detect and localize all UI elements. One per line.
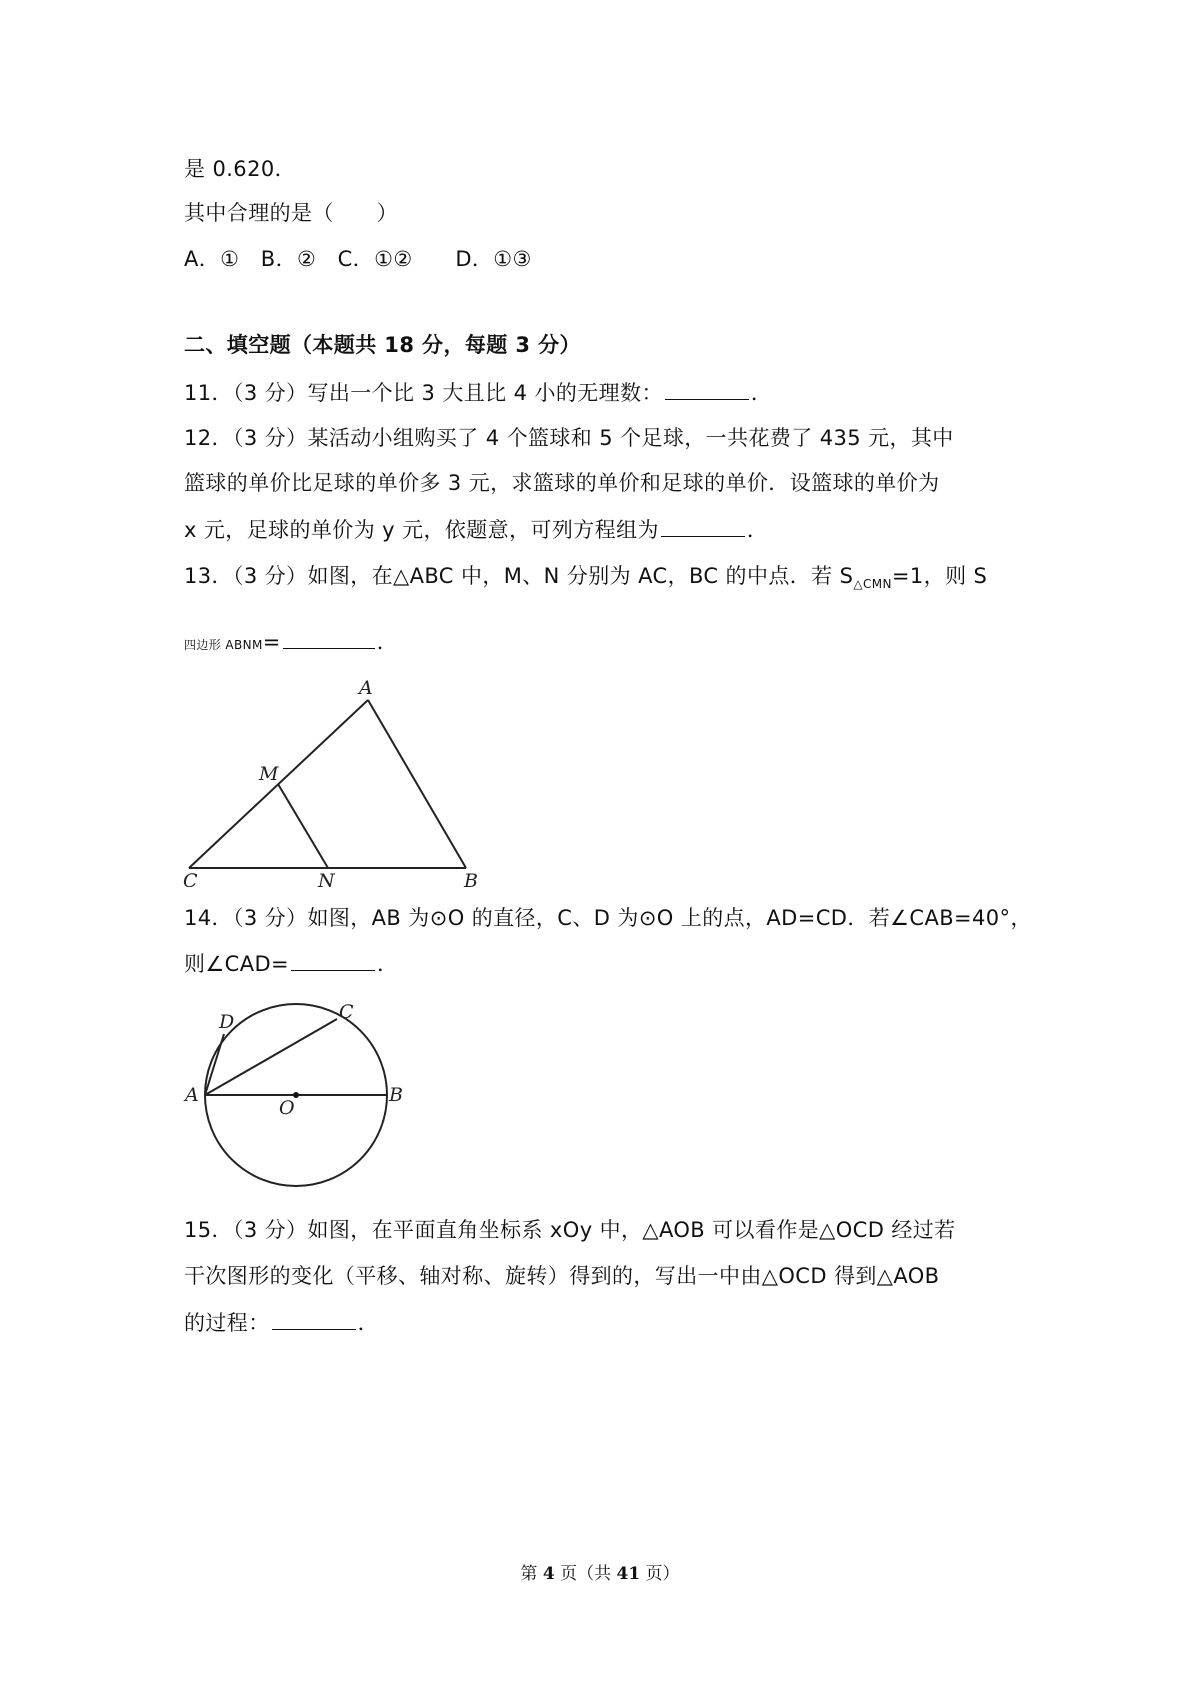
question-12-line2: 篮球的单价比足球的单价多 3 元，求篮球的单价和足球的单价．设篮球的单价为 <box>184 471 940 495</box>
label-b: B <box>389 1084 403 1106</box>
footer-mid: 页（共 <box>554 1564 617 1584</box>
label-b: B <box>464 870 478 887</box>
total-pages: 41 <box>616 1564 641 1584</box>
question-13-text-b: =1，则 S <box>891 564 988 588</box>
triangle-subscript: △CMN <box>853 577 892 591</box>
label-m: M <box>259 763 279 785</box>
question-13-line1 <box>184 561 987 599</box>
question-prompt: 其中合理的是（ ） <box>184 201 398 225</box>
page-footer <box>0 1559 1200 1584</box>
question-15-end: ． <box>357 1311 380 1335</box>
side-ab <box>368 700 466 868</box>
answer-blank <box>665 377 749 400</box>
question-14-line2 <box>184 948 398 979</box>
triangle-figure <box>175 672 495 887</box>
answer-blank <box>661 514 745 537</box>
question-12-line1: 12．（3 分）某活动小组购买了 4 个篮球和 5 个足球，一共花费了 435 元，其中 <box>184 426 954 450</box>
label-c: C <box>183 870 198 887</box>
question-15-line3 <box>184 1307 379 1338</box>
label-n: N <box>318 870 335 887</box>
section-heading: 二、填空题（本题共 18 分，每题 3 分） <box>184 333 581 357</box>
label-a: A <box>185 1084 199 1106</box>
midline-mn <box>278 784 328 868</box>
answer-blank <box>283 626 375 649</box>
question-14-text: 则∠CAD= <box>184 952 290 976</box>
question-15-line2: 干次图形的变化（平移、轴对称、旋转）得到的，写出一中由△OCD 得到△AOB <box>184 1264 940 1288</box>
label-c: C <box>339 1001 354 1023</box>
label-a: A <box>359 677 373 699</box>
label-d: D <box>219 1011 235 1033</box>
question-13-line2 <box>184 626 398 660</box>
question-11-end: ． <box>750 381 773 405</box>
question-12-line3 <box>184 514 768 545</box>
question-12-text: x 元，足球的单价为 y 元，依题意，可列方程组为 <box>184 518 659 542</box>
question-12-end: ． <box>746 518 769 542</box>
question-13-text-a: 13．（3 分）如图，在△ABC 中，M、N 分别为 AC，BC 的中点．若 S <box>184 564 854 588</box>
footer-pre: 第 <box>520 1564 543 1584</box>
circle-figure <box>175 990 415 1200</box>
quadrilateral-subscript: 四边形 ABNM <box>184 638 263 652</box>
question-11 <box>184 377 772 408</box>
question-11-text: 11．（3 分）写出一个比 3 大且比 4 小的无理数： <box>184 381 663 405</box>
label-o: O <box>279 1097 295 1119</box>
question-15-line1: 15．（3 分）如图，在平面直角坐标系 xOy 中，△AOB 可以看作是△OCD 经过若 <box>184 1218 956 1242</box>
question-15-text: 的过程： <box>184 1311 270 1335</box>
question-14-line1: 14．（3 分）如图，AB 为⊙O 的直径，C、D 为⊙O 上的点，AD=CD．若∠CAB=40°， <box>184 906 1032 930</box>
answer-choices: A．① B．② C．①② D．①③ <box>184 247 532 271</box>
question-13-end: ． <box>376 630 399 654</box>
page-number: 4 <box>542 1564 555 1584</box>
equals-sign: = <box>262 630 281 654</box>
answer-blank <box>291 948 375 971</box>
option-text-continued: 是 0.620． <box>184 157 296 181</box>
footer-post: 页） <box>640 1564 680 1584</box>
question-14-end: ． <box>377 952 399 976</box>
answer-blank <box>272 1307 356 1330</box>
